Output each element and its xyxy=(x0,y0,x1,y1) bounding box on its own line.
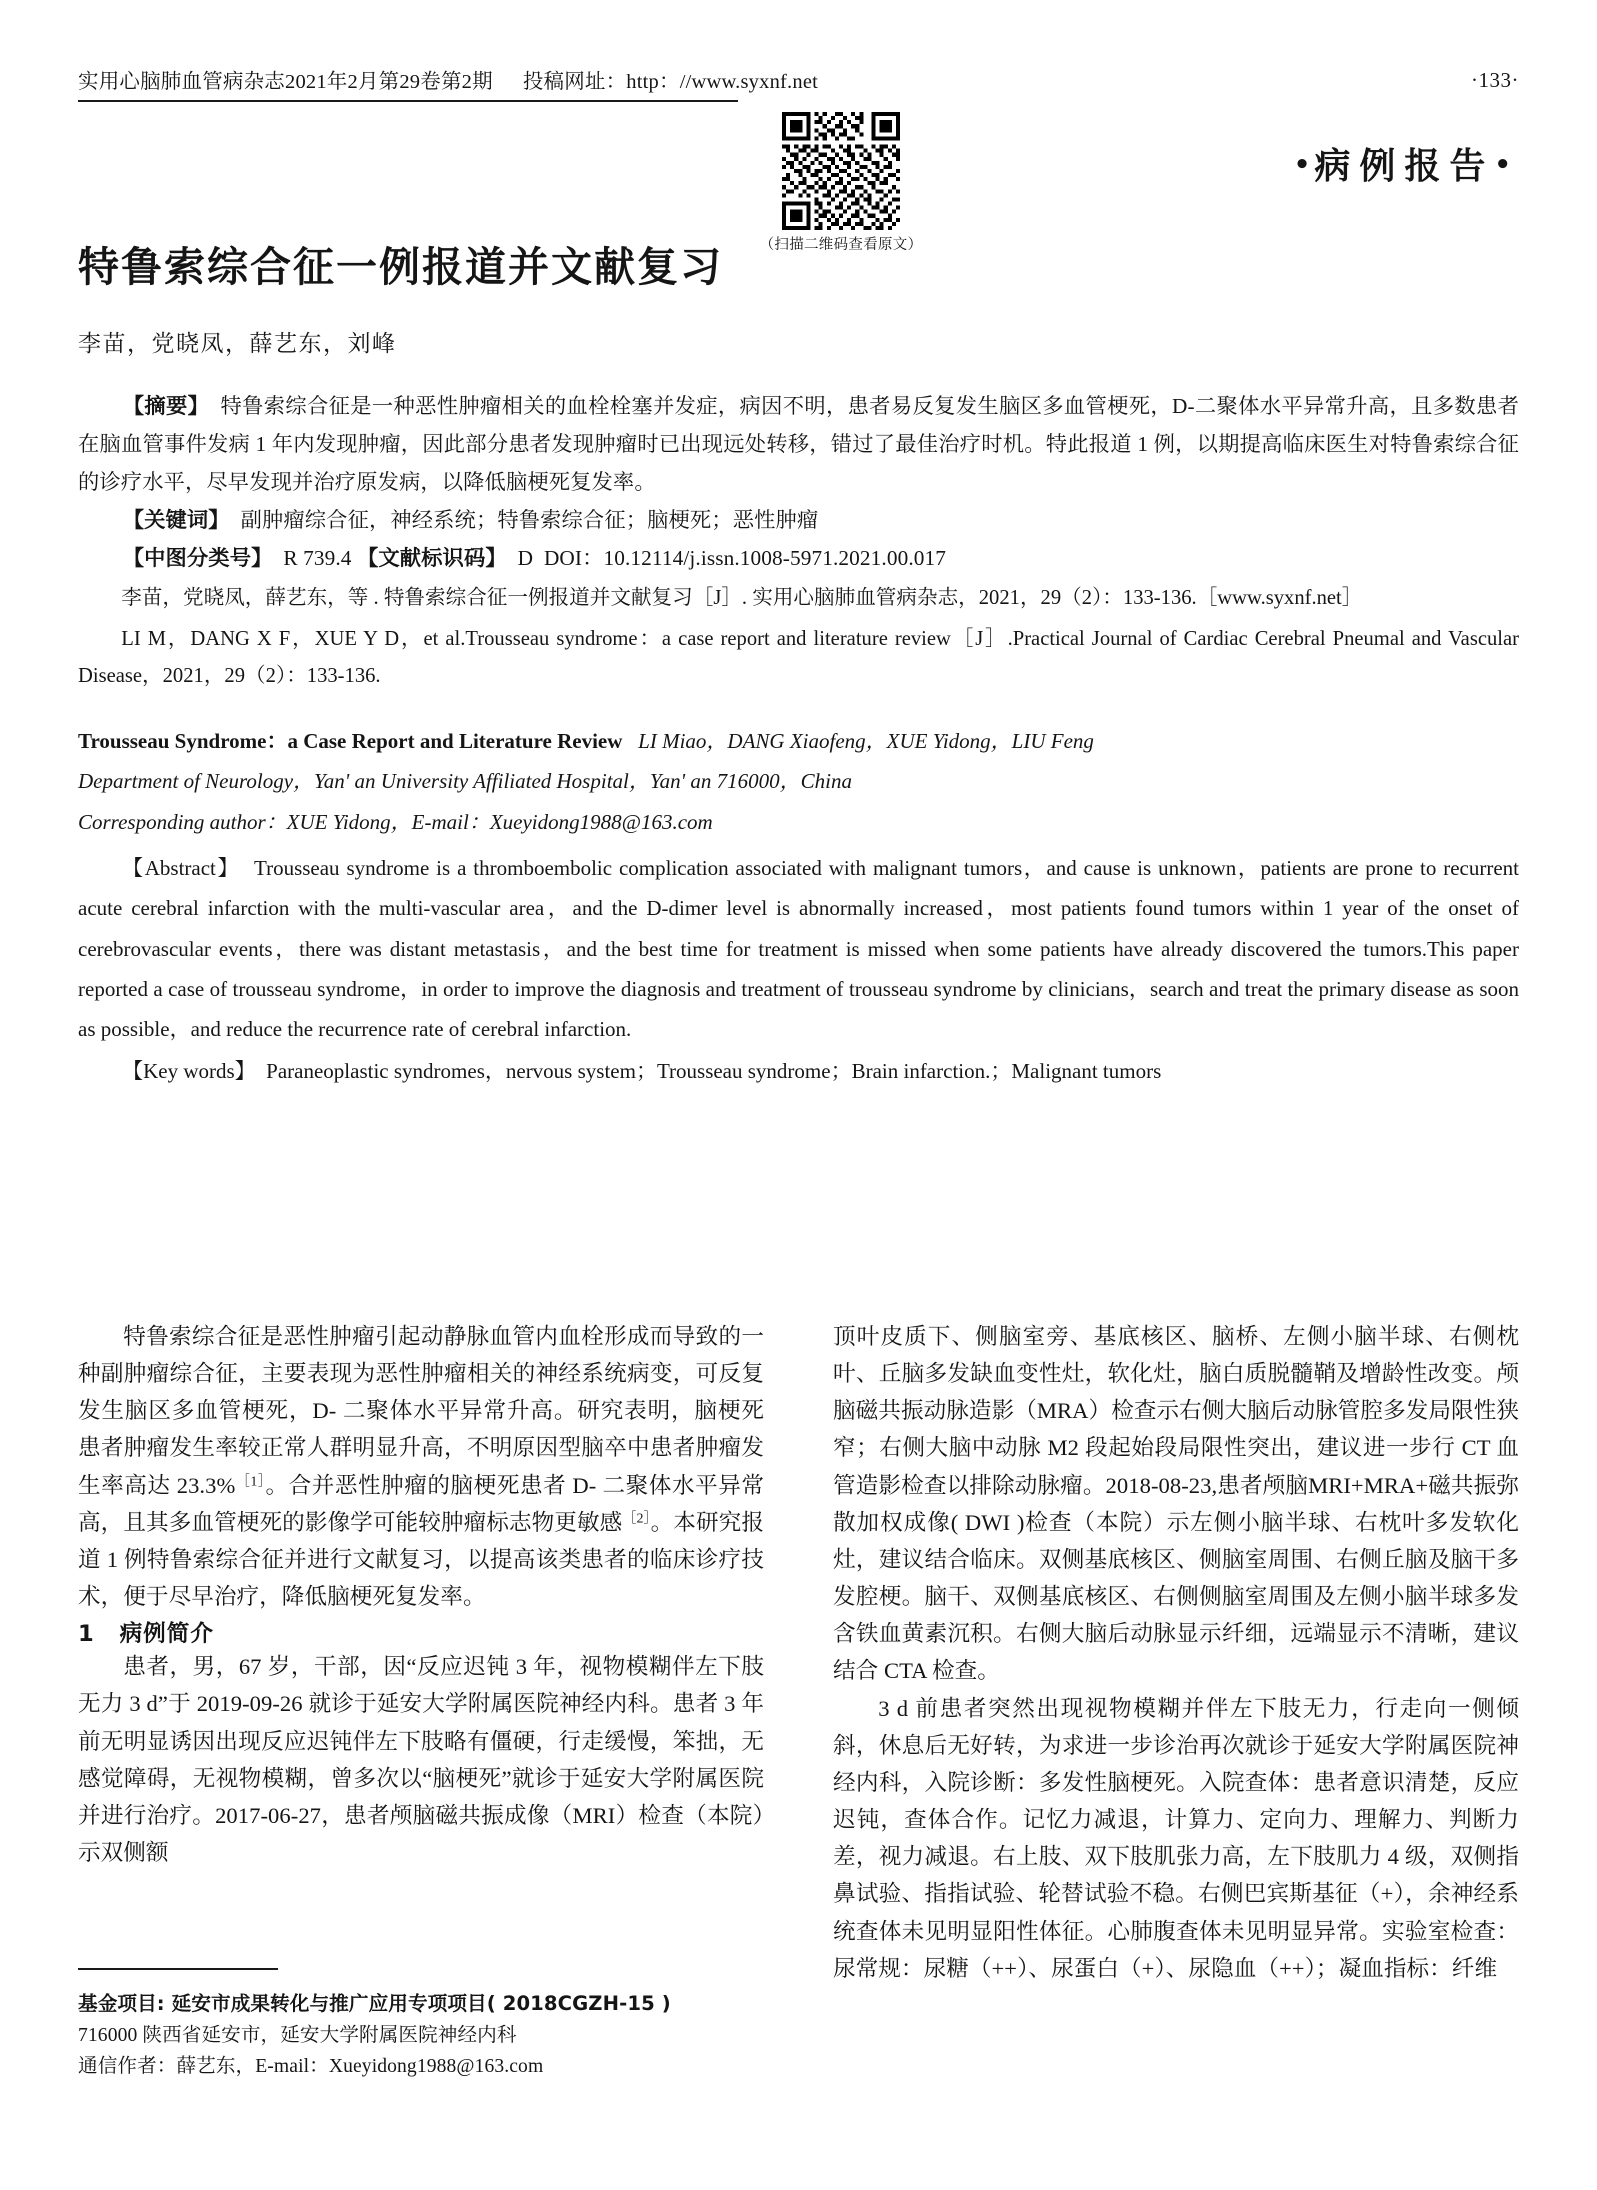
doi-label: DOI： xyxy=(543,545,604,570)
intro-part-1: 特鲁索综合征是恶性肿瘤引起动静脉血管内血栓形成而导致的一种副肿瘤综合征，主要表现为恶性肿瘤相关的神经系统病变，可反复发生脑区多血管梗死，D- 二聚体水平异常升高。研究表明，脑梗死患者肿瘤发生率较正常人群明显升高，不明原因型脑卒中患者肿瘤发生率高达 23.3% xyxy=(78,1324,764,1498)
qr-code-icon[interactable] xyxy=(782,112,900,230)
keywords-en-label: 【Key words】 xyxy=(122,1059,256,1084)
abstract-cn-text: 特鲁索综合征是一种恶性肿瘤相关的血栓栓塞并发症，病因不明，患者易反复发生脑区多血管梗死，D-二聚体水平异常升高，且多数患者在脑血管事件发病 1 年内发现肿瘤，因此部分患者发现肿瘤时已出现远处转移，错过了最佳治疗时机。特此报道 1 例，以期提高临床医生对特鲁索综合征的诊疗水平，尽早发现并治疗原发病，以降低脑梗死复发率。 xyxy=(78,394,1519,495)
section-number: 1 xyxy=(78,1621,95,1648)
case-paragraph xyxy=(78,1648,764,1871)
affiliation-en: Department of Neurology，Yan' an University Affiliated Hospital，Yan' an 716000，China xyxy=(78,769,852,794)
right-column-paragraphs xyxy=(833,1318,1519,1987)
abstract-en-text: Trousseau syndrome is a thromboembolic complication associated with malignant tumors，and cause is unknown，patients are prone to recurrent acute cerebral infarction with the multi-vascular area，and the D-dimer level is abnormally increased，most patients found tumors within 1 year of the onset of cerebrovascular events，there was distant metastasis，and the best time for treatment is missed when some patients have already discovered the tumors.This paper reported a case of trousseau syndrome，in order to improve the diagnosis and treatment of trousseau syndrome by clinicians，search and treat the primary disease as soon as possible，and reduce the recurrence rate of cerebral infarction. xyxy=(78,855,1520,1042)
article-title-en: Trousseau Syndrome：a Case Report and Literature Review xyxy=(78,728,623,753)
doc-code-value: D xyxy=(517,545,534,570)
intro-text xyxy=(78,1318,764,1615)
citation-en-text: LI M，DANG X F，XUE Y D，et al.Trousseau syndrome：a case report and literature review［J］.Practical Journal of Cardiac Cerebral Pneumal and Vascular Disease，2021，29（2）：133-136. xyxy=(78,627,1519,687)
citation-cn xyxy=(78,580,1519,617)
intro-part-3: 。本研究报道 1 例特鲁索综合征并进行文献复习，以提高该类患者的临床诊疗技术，便于尽早治疗，降低脑梗死复发率。 xyxy=(78,1509,764,1610)
running-head-rule xyxy=(78,100,738,102)
keywords-cn-label: 【关键词】 xyxy=(122,507,230,532)
footnote-block xyxy=(78,1968,768,2083)
keywords-cn xyxy=(78,502,1519,540)
author-list-cn: 李苗，党晓凤，薛艺东，刘峰 xyxy=(78,331,397,357)
body-column-left xyxy=(78,1318,764,1871)
corresponding-author-en: Corresponding author：XUE Yidong，E-mail：Xueyidong1988@163.com xyxy=(78,809,713,834)
page-number: ·133· xyxy=(1471,68,1519,92)
author-list-en: LI Miao，DANG Xiaofeng，XUE Yidong，LIU Feng xyxy=(638,728,1094,753)
clc-value: R 739.4 xyxy=(283,545,352,570)
english-head-block xyxy=(78,721,1519,842)
abstract-cn xyxy=(78,388,1519,502)
running-head xyxy=(78,62,1519,108)
running-head-left xyxy=(78,64,818,94)
citation-en xyxy=(78,621,1519,695)
body-column-right xyxy=(833,1318,1519,1987)
bullet-right-icon: • xyxy=(1494,150,1515,180)
doi-value: 10.12114/j.issn.1008-5971.2021.00.017 xyxy=(603,545,946,570)
article-title-cn: 特鲁索综合征一例报道并文献复习 xyxy=(78,243,723,291)
section-heading-1 xyxy=(78,1616,764,1648)
column-type-label xyxy=(1294,138,1515,189)
abstract-cn-label: 【摘要】 xyxy=(122,394,210,419)
author-address-line: 716000 陕西省延安市，延安大学附属医院神经内科 xyxy=(78,2024,517,2046)
bullet-left-icon: • xyxy=(1293,150,1315,180)
keywords-en-text: Paraneoplastic syndromes，nervous system；Trousseau syndrome；Brain infarction.；Malignant tumors xyxy=(266,1059,1162,1084)
footnote-rule xyxy=(78,1968,278,1970)
abstract-en xyxy=(78,848,1519,1092)
corresponding-author-line: 通信作者：薛艺东，E-mail：Xueyidong1988@163.com xyxy=(78,2056,544,2078)
classification-line xyxy=(78,540,1519,578)
english-title-line xyxy=(78,721,1519,761)
submission-url: 投稿网址：http：//www.syxnf.net xyxy=(522,71,819,93)
doc-code-label: 【文献标识码】 xyxy=(356,545,507,570)
intro-paragraph xyxy=(78,1318,764,1615)
reference-marker-2: ［2］ xyxy=(622,1511,651,1527)
abstract-en-label: 【Abstract】 xyxy=(122,855,241,880)
keywords-cn-text: 副肿瘤综合征，神经系统；特鲁索综合征；脑梗死；恶性肿瘤 xyxy=(240,507,819,532)
reference-marker-1: ［1］ xyxy=(235,1473,266,1489)
intro-part-2: 。合并恶性肿瘤的脑梗死患者 D- 二聚体水平异常高，且其多血管梗死的影像学可能较肿瘤标志物更敏感 xyxy=(78,1472,764,1535)
clc-label: 【中图分类号】 xyxy=(122,545,273,570)
qr-and-column-type-band xyxy=(78,114,1519,253)
section-title: 病例简介 xyxy=(119,1621,214,1648)
admission-paragraph: 3 d 前患者突然出现视物模糊并伴左下肢无力，行走向一侧倾斜，休息后无好转，为求进一步诊治再次就诊于延安大学附属医院神经内科，入院诊断：多发性脑梗死。入院查体：患者意识清楚，反应迟钝，查体合作。记忆力减退，计算力、定向力、理解力、判断力差，视力减退。右上肢、双下肢肌张力高，左下肢肌力 4 级，双侧指鼻试验、指指试验、轮替试验不稳。右侧巴宾斯基征（+），余神经系统查体未见明显阳性体征。心肺腹查体未见明显异常。实验室检查：尿常规：尿糖（++）、尿蛋白（+）、尿隐血（++）；凝血指标：纤维 xyxy=(833,1695,1519,1981)
citation-cn-text: 李苗，党晓凤，薛艺东，等 . 特鲁索综合征一例报道并文献复习［J］. 实用心脑肺血管病杂志，2021，29（2）：133-136.［www.syxnf.net］ xyxy=(121,586,1363,609)
fund-project-line: 基金项目: 延安市成果转化与推广应用专项项目( 2018CGZH-15 ) xyxy=(78,1992,671,2015)
keywords-en xyxy=(78,1051,1519,1091)
qr-caption: （扫描二维码查看原文） xyxy=(759,237,923,253)
case-text: 患者，男，67 岁，干部，因“反应迟钝 3 年，视物模糊伴左下肢无力 3 d”于 2019-09-26 就诊于延安大学附属医院神经内科。患者 3 年前无明显诱因出现反应迟钝伴左下肢略有僵硬，行走缓慢，笨拙，无感觉障碍，无视物模糊，曾多次以“脑梗死”就诊于延安大学附属医院并进行治疗。2017-06-27，患者颅脑磁共振成像（MRI）检查（本院）示双侧额 xyxy=(78,1654,764,1866)
qr-block xyxy=(746,112,936,254)
journal-issue-line: 实用心脑肺血管病杂志2021年2月第29卷第2期 xyxy=(78,71,493,93)
imaging-paragraph: 顶叶皮质下、侧脑室旁、基底核区、脑桥、左侧小脑半球、右侧枕叶、丘脑多发缺血变性灶，软化灶，脑白质脱髓鞘及增龄性改变。颅脑磁共振动脉造影（MRA）检查示右侧大脑后动脉管腔多发局限性狭窄；右侧大脑中动脉 M2 段起始段局限性突出，建议进一步行 CT 血管造影检查以排除动脉瘤。2018-08-23,患者颅脑MRI+MRA+磁共振弥散加权成像( DWI )检查（本院）示左侧小脑半球、右枕叶多发软化灶，建议结合临床。双侧基底核区、侧脑室周围、右侧丘脑及脑干多发腔梗。脑干、双侧基底核区、右侧侧脑室周围及左侧小脑半球多发含铁血黄素沉积。右侧大脑后动脉显示纤细，远端显示不清晰，建议结合 CTA 检查。 xyxy=(833,1324,1519,1684)
column-type-text: 病例报告 xyxy=(1314,146,1495,187)
